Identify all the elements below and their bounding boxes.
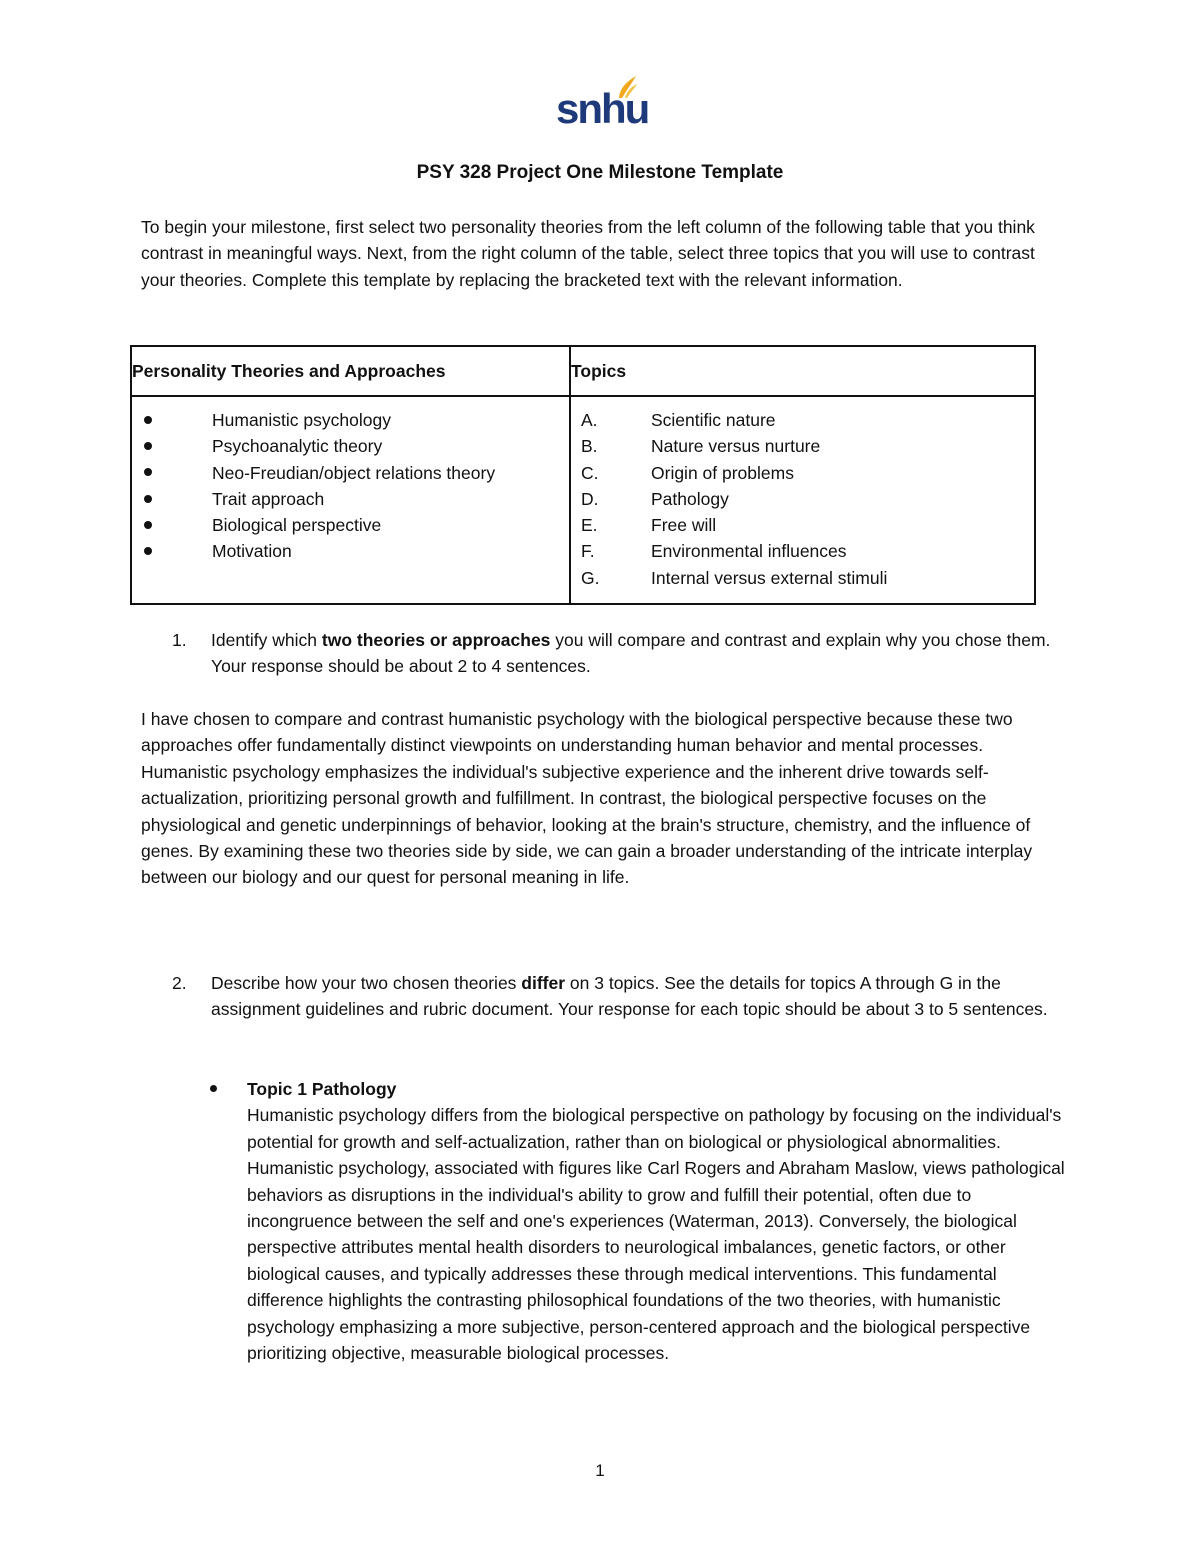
theory-item <box>142 512 569 538</box>
theory-label: Motivation <box>212 541 292 562</box>
topic-label: Origin of problems <box>651 462 794 483</box>
question-number: 1. <box>172 630 187 650</box>
question-text-part: you will compare and contrast and explain why you chose them. Your response should be about 2 to 4 sentences. <box>211 630 1051 677</box>
theories-list <box>132 397 569 565</box>
topic-letter: G. <box>581 567 600 588</box>
question-emphasis: differ <box>521 973 566 993</box>
theories-list-cell <box>131 396 570 604</box>
question-text <box>211 627 1062 680</box>
bullet-icon <box>144 521 152 529</box>
topic-label: Nature versus nurture <box>651 436 821 457</box>
topic-item <box>581 433 1034 459</box>
topic-letter: F. <box>581 541 595 562</box>
question-text-part: Identify which <box>211 630 322 650</box>
theory-item <box>142 433 569 459</box>
bullet-icon <box>144 442 152 450</box>
topic-item <box>581 538 1034 564</box>
topics-header-cell <box>570 346 1035 396</box>
theory-item <box>142 538 569 564</box>
bullet-icon <box>210 1085 217 1092</box>
theory-label: Trait approach <box>212 488 325 509</box>
theory-label: Neo-Freudian/object relations theory <box>212 462 496 483</box>
topic-item <box>581 486 1034 512</box>
document-title: PSY 328 Project One Milestone Template <box>416 162 784 183</box>
theory-item <box>142 407 569 433</box>
theory-item <box>142 486 569 512</box>
topic-item <box>581 460 1034 486</box>
bullet-icon <box>144 495 152 503</box>
answer-1-paragraph: I have chosen to compare and contrast humanistic psychology with the biological perspective because these two approaches offer fundamentally distinct viewpoints on understanding human behavior and mental processes. Humanistic psychology emphasizes the individual's subjective experience and the inherent drive towards self-actualization, prioritizing personal growth and fulfillment. In contrast, the biological perspective focuses on the physiological and genetic underpinnings of behavior, looking at the brain's structure, chemistry, and the influence of genes. By examining these two theories side by side, we can gain a broader understanding of the intricate interplay between our biology and our quest for personal meaning in life. <box>141 709 1033 888</box>
topic-label: Environmental influences <box>651 541 847 562</box>
topic-1-heading: Topic 1 Pathology <box>247 1079 397 1099</box>
theories-header: Personality Theories and Approaches <box>132 361 446 381</box>
question-emphasis: two theories or approaches <box>321 630 551 650</box>
topic-letter: B. <box>581 436 598 457</box>
topic-label: Free will <box>651 515 717 536</box>
topic-label: Internal versus external stimuli <box>651 567 888 588</box>
topic-item <box>581 565 1034 591</box>
topic-letter: A. <box>581 410 598 430</box>
theory-label: Humanistic psychology <box>212 410 391 430</box>
topic-letter: C. <box>581 462 599 483</box>
logo-wordmark: snhu <box>556 85 649 132</box>
question-number: 2. <box>172 973 187 993</box>
question-text-part: on 3 topics. See the details for topics A through G in the assignment guidelines and rubric document. Your response for each topic should be about 3 to 5 sentences. <box>211 973 1048 1020</box>
topic-1-block <box>210 1076 1070 1366</box>
snhu-logo <box>556 74 649 134</box>
topic-letter: D. <box>581 488 599 509</box>
topic-label: Pathology <box>651 488 729 509</box>
bullet-icon <box>144 468 152 476</box>
question-text-part: Describe how your two chosen theories <box>211 973 522 993</box>
theories-topics-table <box>130 345 1036 605</box>
question-1 <box>172 627 1062 680</box>
question-text <box>211 970 1062 1023</box>
topics-list <box>571 397 1034 591</box>
topics-list-cell <box>570 396 1035 604</box>
topic-1-body: Humanistic psychology differs from the biological perspective on pathology by focusing on the individual's potential for growth and self-actualization, rather than on biological or physiological abnormalities. Humanistic psychology, associated with figures like Carl Rogers and Abraham Maslow, views pathological behaviors as disruptions in the individual's ability to grow and fulfill their potential, often due to incongruence between the self and one's experiences (Waterman, 2013). Conversely, the biological perspective attributes mental health disorders to neurological imbalances, genetic factors, or other biological causes, and typically addresses these through medical interventions. This fundamental difference highlights the contrasting philosophical foundations of the two theories, with humanistic psychology emphasizing a more subjective, person-centered approach and the biological perspective prioritizing objective, measurable biological processes. <box>247 1105 1065 1364</box>
theory-label: Psychoanalytic theory <box>212 436 383 457</box>
theories-header-cell <box>131 346 570 396</box>
page-number: 1 <box>595 1461 605 1480</box>
theory-item <box>142 460 569 486</box>
topic-item <box>581 407 1034 433</box>
bullet-icon <box>144 547 152 555</box>
question-2 <box>172 970 1062 1023</box>
theory-label: Biological perspective <box>212 515 382 536</box>
intro-paragraph: To begin your milestone, first select two personality theories from the left column of the following table that you think contrast in meaningful ways. Next, from the right column of the table, select three topics that you will use to contrast your theories. Complete this template by replacing the bracketed text with the relevant information. <box>141 217 1035 290</box>
topics-header: Topics <box>571 361 627 381</box>
topic-letter: E. <box>581 515 598 536</box>
topic-label: Scientific nature <box>651 410 776 430</box>
topic-item <box>581 512 1034 538</box>
bullet-icon <box>144 416 152 424</box>
